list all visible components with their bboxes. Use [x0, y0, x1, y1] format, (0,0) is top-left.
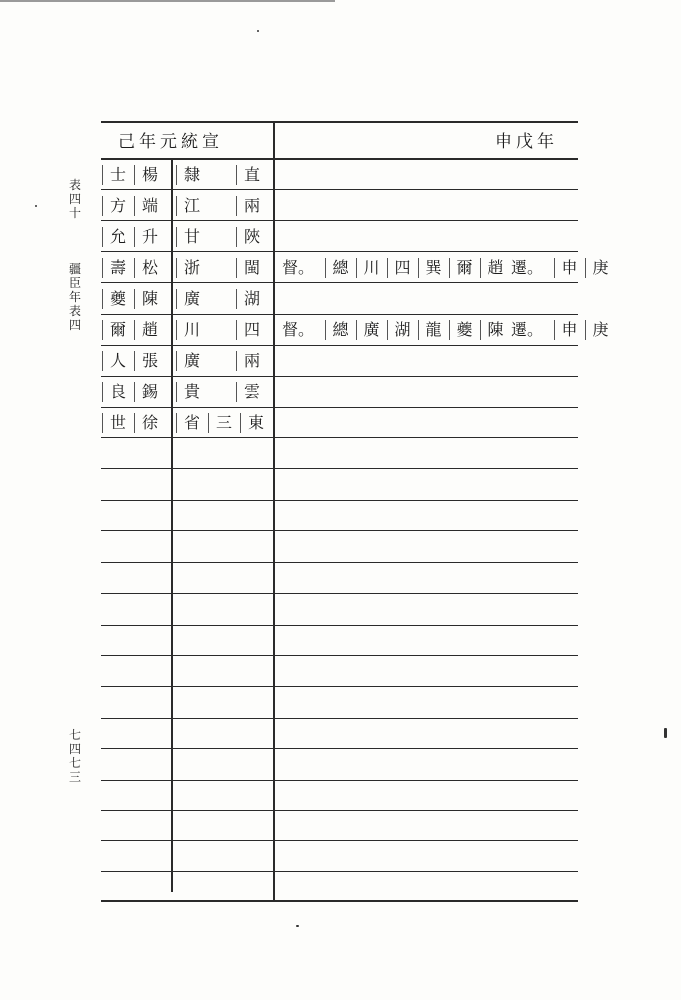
char-cell: 申 — [554, 320, 584, 340]
official-name — [102, 160, 166, 190]
char-cell: 爾 — [449, 258, 479, 278]
margin-char: 表 — [68, 178, 81, 192]
year-divider — [273, 121, 275, 902]
row-rule — [101, 780, 578, 781]
row-rule — [101, 625, 578, 626]
char-cell: 世 — [102, 413, 133, 433]
region-name — [176, 377, 268, 407]
margin-char: 七 — [68, 728, 81, 742]
char-cell: 閩 — [236, 258, 267, 278]
table-bottom-rule — [101, 900, 578, 902]
row-rule — [101, 871, 578, 872]
char-cell: 三 — [208, 413, 239, 433]
char-cell: 湖 — [387, 320, 417, 340]
margin-char: 七 — [68, 756, 81, 770]
char-cell: 督。 — [282, 320, 315, 339]
char-cell: 甘 — [176, 227, 207, 247]
margin-char: 四 — [68, 318, 81, 332]
char-cell: 士 — [102, 165, 133, 185]
char-cell: 良 — [102, 382, 133, 402]
char-cell: 庚 — [585, 258, 615, 278]
char-cell: 夔 — [449, 320, 479, 340]
row-rule — [101, 376, 578, 377]
char-cell: 廣 — [176, 351, 207, 371]
row-rule — [101, 468, 578, 469]
region-name — [176, 222, 268, 252]
char-cell: 川 — [176, 320, 207, 340]
row-rule — [101, 593, 578, 594]
region-name — [176, 160, 268, 190]
char-cell: 徐 — [134, 413, 165, 433]
row-rule — [101, 655, 578, 656]
scan-speck — [664, 728, 667, 738]
char-cell: 允 — [102, 227, 133, 247]
region-name — [176, 346, 268, 376]
region-name — [176, 191, 268, 221]
char-cell: 庚 — [585, 320, 615, 340]
margin-char: 四 — [68, 742, 81, 756]
char-cell: 雲 — [236, 382, 267, 402]
official-name — [102, 408, 166, 438]
running-title — [65, 178, 85, 220]
char-cell: 巽 — [418, 258, 448, 278]
header-left-year: 己年元統宣 — [118, 132, 223, 152]
margin-char: 四 — [68, 192, 81, 206]
column-divider — [171, 158, 173, 892]
row-rule — [101, 686, 578, 687]
char-cell: 直 — [236, 165, 267, 185]
char-cell: 夔 — [102, 289, 133, 309]
row-rule — [101, 718, 578, 719]
row-rule — [101, 530, 578, 531]
char-cell: 陜 — [236, 227, 267, 247]
header-right-year: 申戊年 — [495, 132, 558, 152]
char-cell: 廣 — [176, 289, 207, 309]
char-cell: 四 — [236, 320, 267, 340]
char-cell: 兩 — [236, 196, 267, 216]
char-cell: 總 — [325, 258, 355, 278]
row-rule — [101, 158, 578, 160]
row-rule — [101, 220, 578, 221]
char-cell: 隸 — [176, 165, 207, 185]
scan-speck — [35, 205, 37, 207]
scan-speck — [296, 925, 299, 927]
char-cell: 錫 — [134, 382, 165, 402]
margin-char: 三 — [68, 770, 81, 784]
official-name — [102, 346, 166, 376]
row-rule — [101, 562, 578, 563]
row-rule — [101, 437, 578, 438]
row-rule — [101, 840, 578, 841]
char-cell: 湖 — [236, 289, 267, 309]
official-name — [102, 222, 166, 252]
row-rule — [101, 500, 578, 501]
char-cell: 總 — [325, 320, 355, 340]
official-name — [102, 377, 166, 407]
official-name — [102, 284, 166, 314]
char-cell: 趙 — [134, 320, 165, 340]
char-cell: 楊 — [134, 165, 165, 185]
region-name — [176, 315, 268, 345]
char-cell: 升 — [134, 227, 165, 247]
official-name — [102, 315, 166, 345]
margin-char: 臣 — [68, 276, 81, 290]
char-cell: 方 — [102, 196, 133, 216]
char-cell: 龍 — [418, 320, 448, 340]
page-number — [65, 728, 85, 784]
char-cell: 廣 — [356, 320, 386, 340]
official-name — [102, 191, 166, 221]
region-name — [176, 253, 268, 283]
char-cell: 陳 — [134, 289, 165, 309]
char-cell: 人 — [102, 351, 133, 371]
char-cell: 浙 — [176, 258, 207, 278]
char-cell: 趙 — [480, 258, 510, 278]
char-cell: 兩 — [236, 351, 267, 371]
char-cell: 申 — [554, 258, 584, 278]
char-cell: 爾 — [102, 320, 133, 340]
scan-edge-line — [0, 0, 335, 2]
margin-char: 表 — [68, 304, 81, 318]
row-rule — [101, 748, 578, 749]
char-cell: 松 — [134, 258, 165, 278]
margin-char: 十 — [68, 206, 81, 220]
char-cell: 東 — [240, 413, 271, 433]
margin-char: 年 — [68, 290, 81, 304]
char-cell: 督。 — [282, 258, 315, 277]
appointment-entry — [282, 315, 616, 345]
char-cell: 江 — [176, 196, 207, 216]
table-top-rule — [101, 121, 578, 123]
char-cell: 四 — [387, 258, 417, 278]
row-rule — [101, 407, 578, 408]
appointment-entry — [282, 253, 616, 283]
char-cell: 省 — [176, 413, 207, 433]
char-cell: 川 — [356, 258, 386, 278]
char-cell: 張 — [134, 351, 165, 371]
region-name — [176, 284, 268, 314]
section-title — [65, 262, 85, 332]
char-cell: 遷。 — [511, 258, 544, 277]
scan-speck — [257, 30, 259, 32]
char-cell: 陳 — [480, 320, 510, 340]
char-cell: 壽 — [102, 258, 133, 278]
margin-char: 疆 — [68, 262, 81, 276]
char-cell: 遷。 — [511, 320, 544, 339]
row-rule — [101, 189, 578, 190]
char-cell: 貴 — [176, 382, 207, 402]
row-rule — [101, 251, 578, 252]
row-rule — [101, 345, 578, 346]
region-name — [176, 408, 272, 438]
official-name — [102, 253, 166, 283]
char-cell: 端 — [134, 196, 165, 216]
row-rule — [101, 810, 578, 811]
